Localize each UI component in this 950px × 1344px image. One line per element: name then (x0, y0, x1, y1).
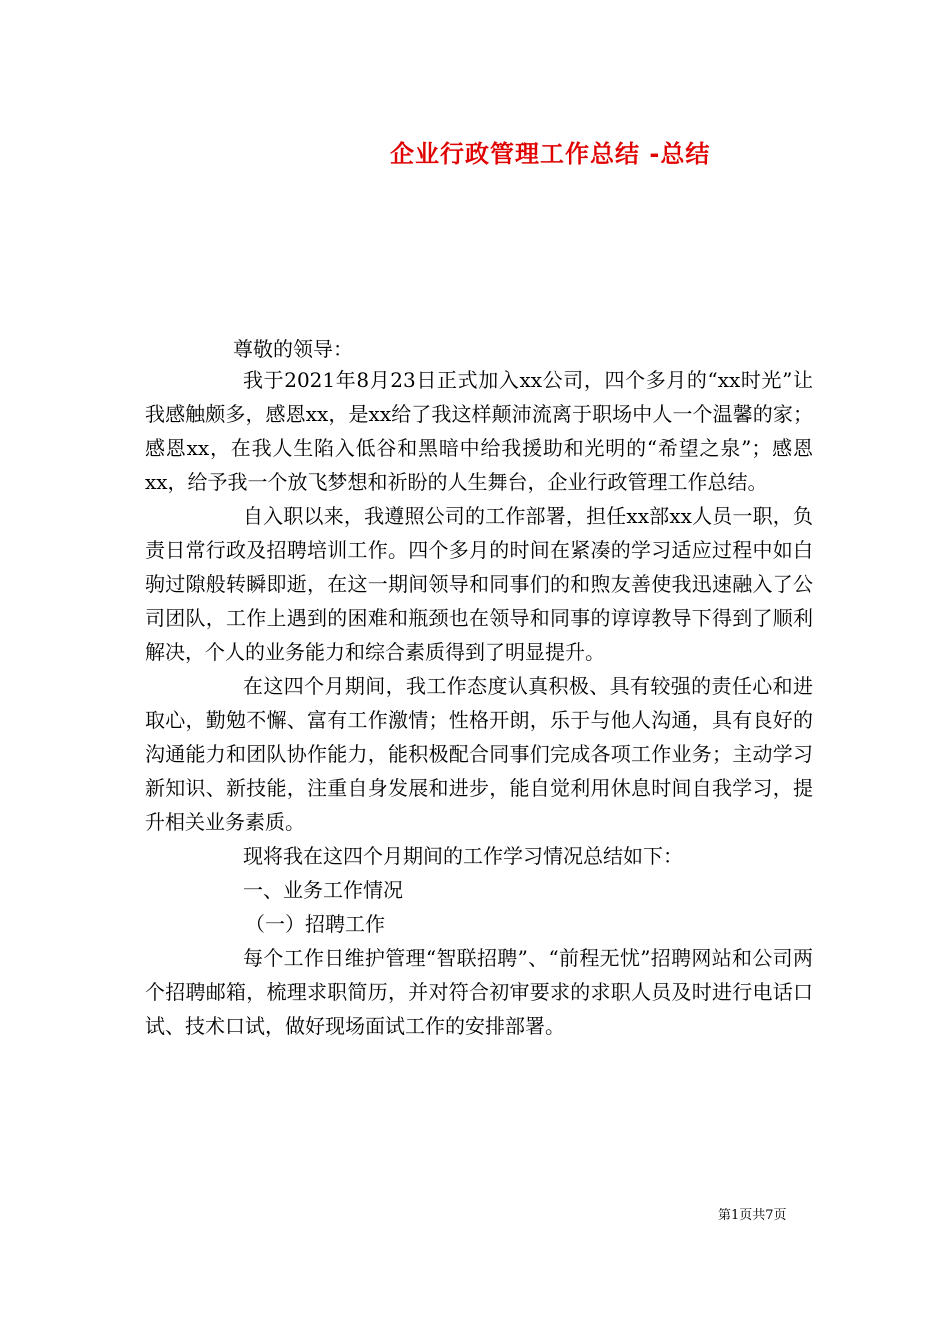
paragraph-gratitude: 我于2021年8月23日正式加入xx公司，四个多月的“xx时光”让我感触颇多，感恩xx，是xx给了我这样颠沛流离于职场中人一个温馨的家；感恩xx，在我人生陷入低谷和黑暗中给我援助和光明的“希望之泉”；感恩xx，给予我一个放飞梦想和祈盼的人生舞台，企业行政管理工作总结。 (145, 368, 813, 494)
paragraph-onboarding: 自入职以来，我遵照公司的工作部署，担任xx部xx人员一职，负责日常行政及招聘培训工作。四个多月的时间在紧凑的学习适应过程中如白驹过隙般转瞬即逝，在这一期间领导和同事们的和煦友善使我迅速融入了公司团队，工作上遇到的困难和瓶颈也在领导和同事的谆谆教导下得到了顺利解决，个人的业务能力和综合素质得到了明显提升。 (145, 504, 813, 664)
intro-line: 现将我在这四个月期间的工作学习情况总结如下： (243, 844, 683, 868)
document-body (145, 363, 813, 1043)
document-title: 企业行政管理工作总结 -总结 (390, 140, 711, 168)
section-heading-business: 一、业务工作情况 (243, 878, 403, 902)
subsection-heading-recruitment: （一）招聘工作 (245, 912, 385, 936)
page-number: 第1页共7页 (718, 1208, 787, 1223)
paragraph-recruitment: 每个工作日维护管理“智联招聘”、“前程无忧”招聘网站和公司两个招聘邮箱，梳理求职简历，并对符合初审要求的求职人员及时进行电话口试、技术口试，做好现场面试工作的安排部署。 (145, 946, 813, 1038)
paragraph-attitude: 在这四个月期间，我工作态度认真积极、具有较强的责任心和进取心，勤勉不懈、富有工作激情；性格开朗，乐于与他人沟通，具有良好的沟通能力和团队协作能力，能积极配合同事们完成各项工作业务；主动学习新知识、新技能，注重自身发展和进步，能自觉利用休息时间自我学习，提升相关业务素质。 (145, 674, 813, 834)
salutation: 尊敬的领导： (233, 337, 353, 361)
